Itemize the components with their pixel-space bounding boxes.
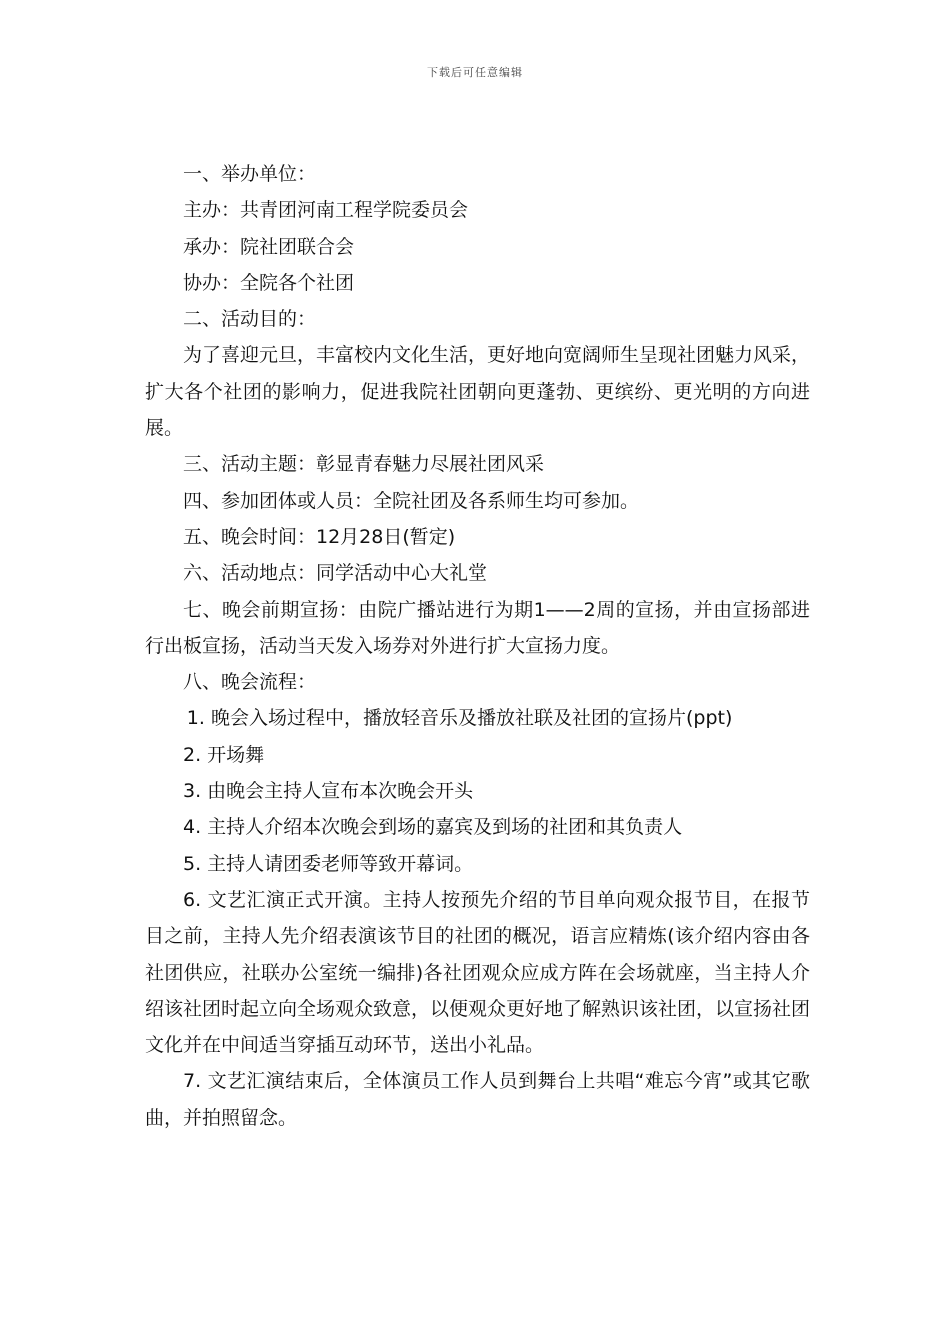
program-step-1: 1. 晚会入场过程中，播放轻音乐及播放社联及社团的宣扬片(ppt) — [186, 707, 733, 730]
organizer-undertaker: 承办：院社团联合会 — [183, 235, 355, 258]
program-step-7: 7. 文艺汇演结束后，全体演员工作人员到舞台上共唱“难忘今宵”或其它歌曲，并拍照留念。 — [145, 1070, 810, 1129]
program-step-6: 6. 文艺汇演正式开演。主持人按预先介绍的节目单向观众报节目，在报节目之前，主持人先介绍表演该节目的社团的概况，语言应精炼(该介绍内容由各社团供应，社联办公室统一编排)各社团观众应成方阵在会场就座，当主持人介绍该社团时起立向全场观众致意，以便观众更好地了解熟识该社团，以宣扬社团文化并在中间适当穿插互动环节，送出小礼品。 — [145, 888, 811, 1057]
section-participants: 四、参加团体或人员：全院社团及各系师生均可参加。 — [183, 489, 640, 512]
program-step-4: 4. 主持人介绍本次晚会到场的嘉宾及到场的社团和其负责人 — [183, 816, 683, 839]
purpose-paragraph: 为了喜迎元旦，丰富校内文化生活，更好地向宽阔师生呈现社团魅力风采，扩大各个社团的影响力，促进我院社团朝向更蓬勃、更缤纷、更光明的方向进展。 — [145, 344, 811, 440]
section-heading-program: 八、晚会流程： — [183, 671, 317, 694]
program-step-5: 5. 主持人请团委老师等致开幕词。 — [183, 852, 474, 875]
section-location: 六、活动地点：同学活动中心大礼堂 — [183, 562, 488, 585]
section-heading-organizers: 一、举办单位： — [183, 163, 317, 185]
section-heading-purpose: 二、活动目的： — [183, 308, 317, 331]
document-body — [145, 156, 810, 1136]
organizer-host: 主办：共青团河南工程学院委员会 — [183, 199, 469, 222]
section-theme: 三、活动主题：彰显青春魅力尽展社团风采 — [183, 453, 545, 476]
page-header-note: 下载后可任意编辑 — [427, 66, 523, 79]
program-step-3: 3. 由晚会主持人宣布本次晚会开头 — [183, 780, 474, 803]
program-step-2: 2. 开场舞 — [183, 743, 265, 766]
section-publicity: 七、晚会前期宣扬：由院广播站进行为期1——2周的宣扬，并由宣扬部进行出板宣扬，活动当天发入场券对外进行扩大宣扬力度。 — [145, 598, 810, 657]
organizer-assistant: 协办：全院各个社团 — [183, 271, 355, 294]
section-time: 五、晚会时间：12月28日(暂定) — [183, 525, 456, 548]
